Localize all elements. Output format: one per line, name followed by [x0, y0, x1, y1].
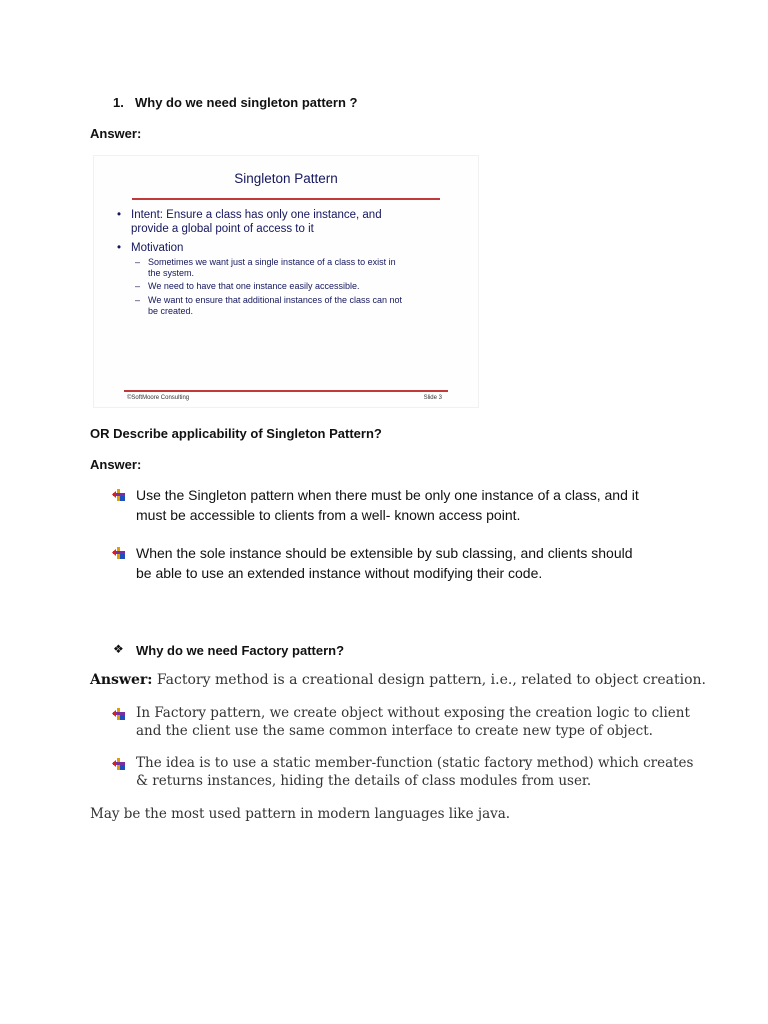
arrow-cross-bullet-icon — [112, 707, 126, 721]
diamond-bullet-icon: ❖ — [113, 642, 124, 656]
slide-footer-copyright: ©SoftMoore Consulting — [127, 395, 190, 401]
question-text: Why do we need singleton pattern ? — [135, 95, 358, 110]
singleton-bullet-2: When the sole instance should be extensible by sub classing, and clients should be able to use an extended instance without modifying their code. — [136, 545, 633, 581]
factory-question: Why do we need Factory pattern? — [136, 643, 345, 658]
answer-label: Answer: — [90, 672, 153, 688]
singleton-slide — [93, 155, 479, 408]
bullet-dot-icon: • — [117, 242, 122, 254]
answer-label: Answer: — [90, 457, 142, 472]
dash-icon: – — [135, 281, 141, 291]
arrow-cross-bullet-icon — [112, 488, 126, 502]
slide-subbullet: – We need to have that one instance easily accessible. — [135, 281, 360, 291]
slide-footer-number: Slide 3 — [423, 395, 442, 401]
factory-answer-text: Factory method is a creational design pattern, i.e., related to object creation. — [156, 672, 706, 688]
slide-bullet-motivation: • Motivation — [117, 242, 184, 254]
question-number: 1. — [113, 95, 124, 110]
factory-bullet-2: The idea is to use a static member-function (static factory method) which creates & returns instances, hiding the details of class modules from user. — [136, 755, 694, 789]
dash-icon: – — [135, 257, 141, 267]
slide-top-rule — [132, 198, 440, 200]
singleton-bullet-1: Use the Singleton pattern when there must be only one instance of a class, and it must be accessible to clients from a well- known access point. — [136, 487, 639, 523]
factory-bullet-1: In Factory pattern, we create object without exposing the creation logic to client and the client use the same common interface to create new type of object. — [136, 705, 690, 739]
slide-subbullet: – We want to ensure that additional instances of the class can not be created. — [135, 295, 402, 316]
bullet-dot-icon: • — [117, 209, 122, 221]
question-or: OR Describe applicability of Singleton Pattern? — [90, 426, 382, 441]
closing-text: May be the most used pattern in modern languages like java. — [90, 806, 511, 822]
question-1 — [113, 95, 357, 110]
arrow-cross-bullet-icon — [112, 546, 126, 560]
answer-label: Answer: — [90, 126, 142, 141]
slide-bullet-intent: • Intent: Ensure a class has only one instance, and provide a global point of access to it — [117, 209, 382, 235]
slide-subbullet: – Sometimes we want just a single instance of a class to exist in the system. — [135, 257, 396, 278]
arrow-cross-bullet-icon — [112, 757, 126, 771]
factory-answer — [90, 672, 706, 688]
slide-bottom-rule — [124, 390, 448, 392]
slide-title: Singleton Pattern — [234, 171, 338, 186]
dash-icon: – — [135, 295, 141, 305]
